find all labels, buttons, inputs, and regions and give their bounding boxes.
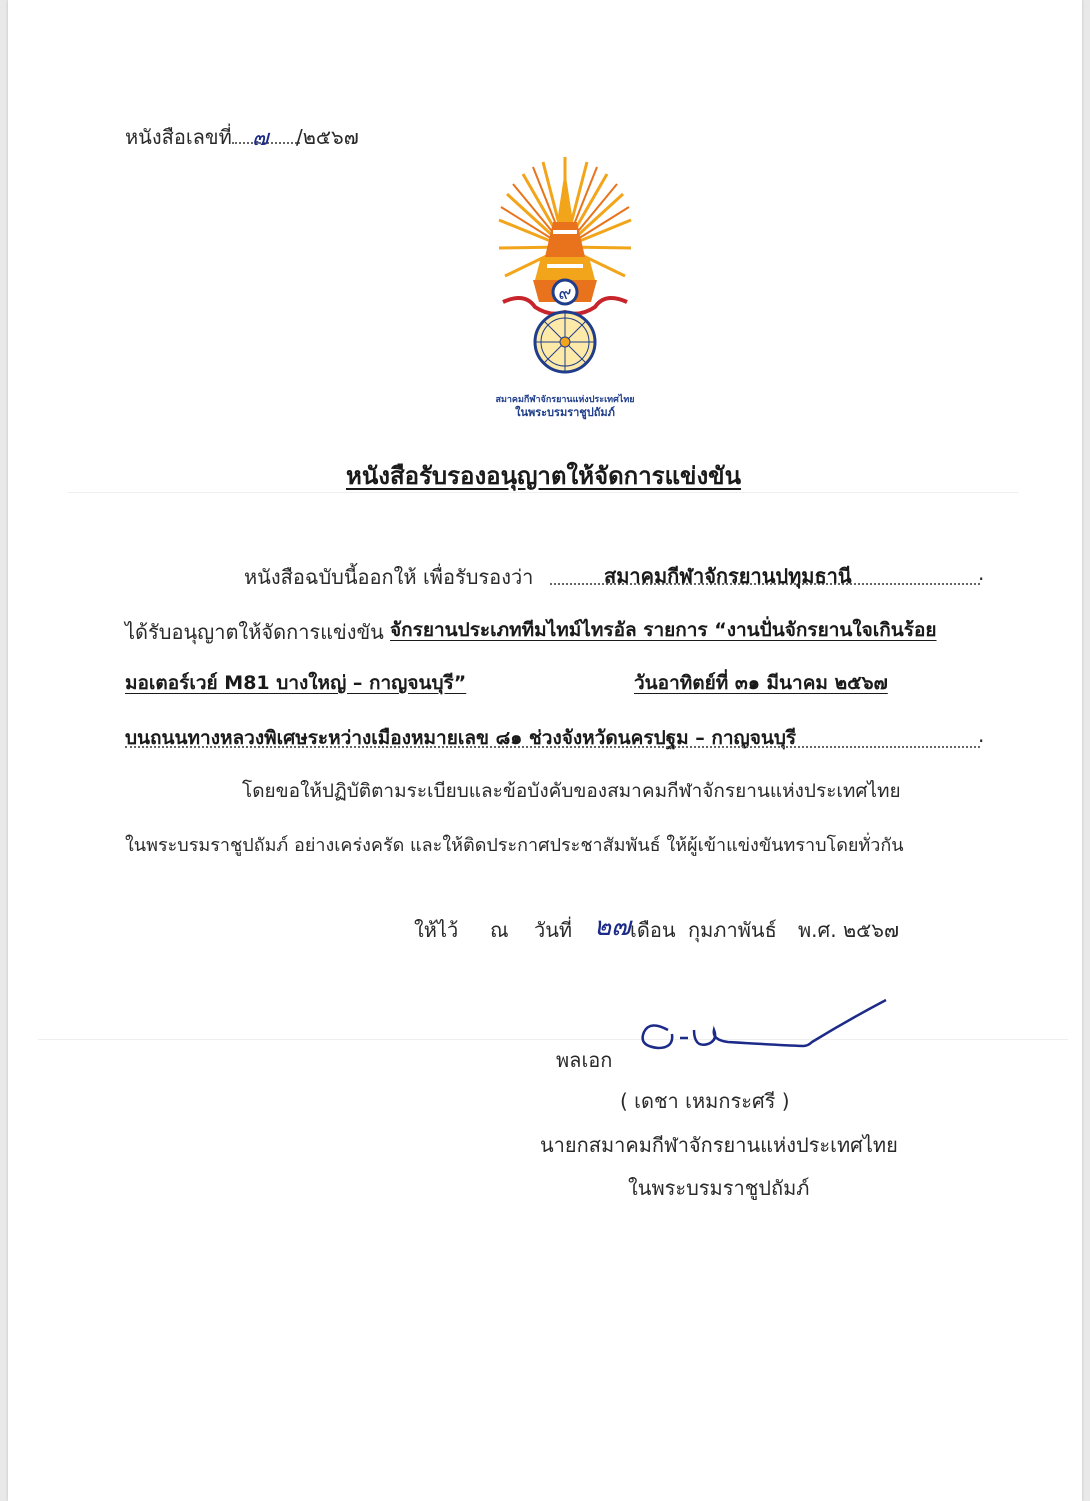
sign-rank: พลเอก: [556, 1048, 613, 1072]
association-logo: [495, 152, 635, 422]
given-year: พ.ศ. ๒๕๖๗: [798, 918, 900, 942]
bicycle-wheel-icon: [535, 312, 595, 372]
sign-name: ( เดชา เหมกระศรี ): [620, 1089, 790, 1113]
para2-line2: ในพระบรมราชูปถัมภ์ อย่างเคร่งครัด และให้ติดประกาศประชาสัมพันธ์ ให้ผู้เข้าแข่งขันทราบโดยทั่วกัน: [125, 835, 904, 856]
ref-number: ๗: [252, 126, 269, 151]
handwritten-signature: [628, 990, 898, 1060]
line3-value-a: มอเตอร์เวย์ M81 บางใหญ่ – กาญจนบุรี”: [125, 672, 467, 694]
line3-value-b: วันอาทิตย์ที่ ๓๑ มีนาคม ๒๕๖๗: [634, 672, 888, 694]
ref-year: /๒๕๖๗: [296, 125, 359, 149]
sign-position-2: ในพระบรมราชูปถัมภ์: [628, 1176, 810, 1200]
line1-label: หนังสือฉบับนี้ออกให้ เพื่อรับรองว่า: [244, 565, 534, 589]
line4-dots: [125, 746, 980, 748]
line2-value: จักรยานประเภททีมไทม์ไทรอัล รายการ “งานปั่นจักรยานใจเกินร้อย: [390, 619, 937, 641]
svg-text:๙: ๙: [558, 283, 572, 304]
document-title: หนังสือรับรองอนุญาตให้จัดการแข่งขัน: [346, 462, 741, 490]
line4-value: บนถนนทางหลวงพิเศษระหว่างเมืองหมายเลข ๘๑ ช่วงจังหวัดนครปฐม – กาญจนบุรี: [125, 727, 797, 749]
given-day: ๒๗: [594, 912, 631, 942]
line2-label: ได้รับอนุญาตให้จัดการแข่งขัน: [125, 620, 384, 644]
line1-value: สมาคมกีฬาจักรยานปทุมธานี: [604, 564, 852, 588]
document-page: [8, 0, 1082, 1501]
given-day-label: วันที่: [534, 918, 573, 942]
given-na: ณ: [490, 918, 509, 942]
logo-org-text: สมาคมกีฬาจักรยานแห่งประเทศไทย: [495, 395, 635, 405]
line4-end: .: [978, 723, 985, 747]
line1-end: .: [978, 561, 985, 585]
para2-line1: โดยขอให้ปฏิบัติตามระเบียบและข้อบังคับของสมาคมกีฬาจักรยานแห่งประเทศไทย: [242, 780, 901, 802]
scan-line: [38, 1039, 1068, 1040]
ref-line: [125, 121, 232, 153]
given-at: ให้ไว้: [414, 918, 459, 942]
given-month: กุมภาพันธ์: [688, 918, 777, 942]
sign-position: นายกสมาคมกีฬาจักรยานแห่งประเทศไทย: [540, 1133, 898, 1157]
given-month-label: เดือน: [630, 918, 676, 942]
ref-label: หนังสือเลขที่: [125, 125, 232, 149]
logo-org-subtext: ในพระบรมราชูปถัมภ์: [515, 406, 615, 419]
